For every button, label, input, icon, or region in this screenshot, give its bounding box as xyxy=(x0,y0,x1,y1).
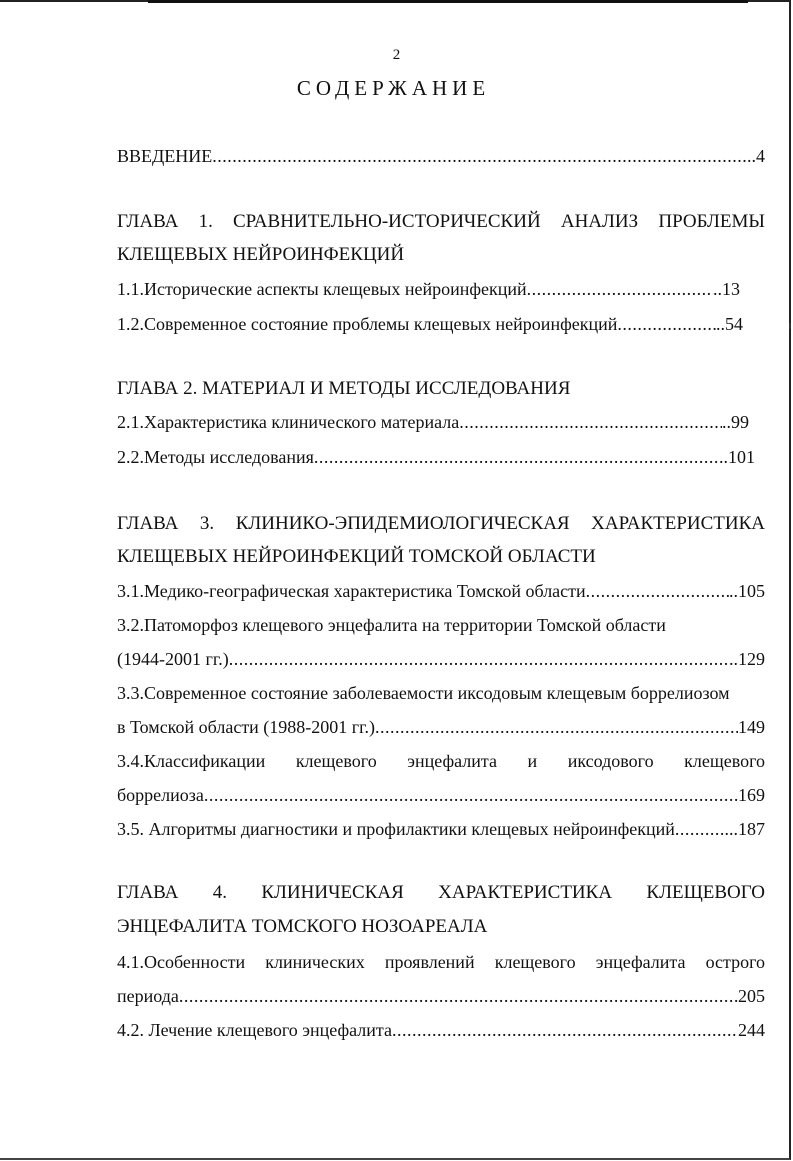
toc-entry-page: 169 xyxy=(738,785,765,805)
toc-entry-4-2 xyxy=(117,1017,765,1043)
toc-entry-label: 1.2.Современное состояние проблемы клещевых нейроинфекций xyxy=(117,314,618,334)
toc-word: энцефалита xyxy=(407,751,497,771)
leader-dots xyxy=(179,983,738,1009)
chapter-1-heading-cont: КЛЕЩЕВЫХ НЕЙРОИНФЕКЦИЙ xyxy=(117,244,405,265)
toc-entry-3-2-line1: 3.2.Патоморфоз клещевого энцефалита на территории Томской области xyxy=(117,615,666,635)
toc-entry-label: 1.1.Исторические аспекты клещевых нейроинфекций xyxy=(117,279,527,299)
toc-word: 4.1.Особенности xyxy=(117,952,246,972)
leader-dots xyxy=(314,444,719,470)
toc-word: клещевого xyxy=(295,751,377,771)
leader-dots xyxy=(586,578,729,604)
toc-entry-label: в Томской области (1988-2001 гг.) xyxy=(117,717,376,737)
toc-word: 3.4.Классификации xyxy=(117,751,266,771)
toc-entry-3-1 xyxy=(117,578,765,604)
chapter-1-heading xyxy=(117,209,765,235)
chapter-title-word: КЛИНИКО-ЭПИДЕМИОЛОГИЧЕСКАЯ xyxy=(235,513,570,534)
chapter-4-heading-cont: ЭНЦЕФАЛИТА ТОМСКОГО НОЗОАРЕАЛА xyxy=(117,916,488,937)
toc-entry-page: ..4 xyxy=(747,146,765,166)
toc-entry-label: боррелиоза xyxy=(117,785,204,805)
toc-entry-label: 2.2.Методы исследования xyxy=(117,447,314,467)
chapter-title-word: ХАРАКТЕРИСТИКА xyxy=(438,882,613,903)
toc-word: клещевого xyxy=(494,952,576,972)
toc-entry-intro xyxy=(117,143,765,169)
toc-word: клинических xyxy=(265,952,365,972)
page-number: 2 xyxy=(392,47,401,63)
toc-entry-label: 3.1.Медико-географическая характеристика Томской области xyxy=(117,581,586,601)
leader-dots xyxy=(617,311,716,337)
chapter-2-heading: ГЛАВА 2. МАТЕРИАЛ И МЕТОДЫ ИССЛЕДОВАНИЯ xyxy=(117,378,571,399)
chapter-number: 4. xyxy=(212,882,227,903)
chapter-4-heading xyxy=(117,880,765,906)
toc-entry-label: 3.5. Алгоритмы диагностики и профилактики клещевых нейроинфекций xyxy=(117,819,675,839)
chapter-3-heading xyxy=(117,511,765,537)
toc-word: энцефалита xyxy=(595,952,686,972)
toc-entry-1-2 xyxy=(117,311,743,337)
toc-word: иксодового xyxy=(567,751,654,771)
leader-dots xyxy=(675,816,725,842)
chapter-title-word: КЛЕЩЕВОГО xyxy=(646,882,765,903)
toc-entry-4-1-line1 xyxy=(117,949,765,975)
leader-dots xyxy=(212,143,747,169)
toc-entry-2-2 xyxy=(117,444,755,470)
toc-entry-label: (1944-2001 гг.) xyxy=(117,649,229,669)
toc-entry-page: ...187 xyxy=(724,819,765,839)
toc-entry-page: ..99 xyxy=(722,412,749,432)
toc-entry-page: ..101 xyxy=(719,447,755,467)
chapter-word: ГЛАВА xyxy=(117,211,179,232)
toc-entry-3-4-line1 xyxy=(117,748,765,774)
leader-dots xyxy=(204,782,738,808)
toc-entry-3-3 xyxy=(117,714,765,740)
toc-entry-1-1 xyxy=(117,276,740,302)
toc-word: проявлений xyxy=(384,952,475,972)
chapter-number: 1. xyxy=(198,211,213,232)
leader-dots xyxy=(527,276,713,302)
chapter-title-word: КЛИНИЧЕСКАЯ xyxy=(261,882,404,903)
toc-entry-label: периода xyxy=(117,986,179,1006)
leader-dots xyxy=(375,714,738,740)
toc-word: и xyxy=(527,751,538,771)
chapter-3-heading-cont: КЛЕЩЕВЫХ НЕЙРОИНФЕКЦИЙ ТОМСКОЙ ОБЛАСТИ xyxy=(117,546,596,567)
scan-mark xyxy=(789,323,791,329)
scan-top-edge xyxy=(148,0,748,3)
toc-entry-page: 205 xyxy=(738,986,765,1006)
toc-word: клещевого xyxy=(684,751,766,771)
leader-dots xyxy=(392,1017,738,1043)
chapter-title-word: ХАРАКТЕРИСТИКА xyxy=(591,513,766,534)
toc-entry-3-3-line1: 3.3.Современное состояние заболеваемости иксодовым клещевым боррелиозом xyxy=(117,683,730,703)
toc-entry-page: ..13 xyxy=(713,279,740,299)
chapter-title-word: АНАЛИЗ xyxy=(560,211,639,232)
chapter-word: ГЛАВА xyxy=(117,882,179,903)
toc-word: острого xyxy=(705,952,766,972)
chapter-title-word: ПРОБЛЕМЫ xyxy=(658,211,765,232)
toc-entry-label: 2.1.Характеристика клинического материала xyxy=(117,412,460,432)
page-title: СОДЕРЖАНИЕ xyxy=(296,76,491,100)
toc-entry-3-5 xyxy=(117,816,765,842)
leader-dots xyxy=(459,409,722,435)
toc-entry-page: ..54 xyxy=(716,314,743,334)
toc-entry-label: ВВЕДЕНИЕ xyxy=(117,146,213,166)
leader-dots xyxy=(229,646,729,672)
toc-entry-page: ..105 xyxy=(729,581,765,601)
chapter-title-word: СРАВНИТЕЛЬНО-ИСТОРИЧЕСКИЙ xyxy=(233,211,541,232)
toc-entry-3-2 xyxy=(117,646,765,672)
toc-entry-page: 149 xyxy=(738,717,765,737)
chapter-word: ГЛАВА xyxy=(117,513,179,534)
toc-entry-2-1 xyxy=(117,409,749,435)
toc-entry-4-1 xyxy=(117,983,765,1009)
toc-entry-page: 244 xyxy=(738,1020,765,1040)
toc-entry-3-4 xyxy=(117,782,765,808)
toc-entry-page: ..129 xyxy=(729,649,765,669)
toc-entry-label: 4.2. Лечение клещевого энцефалита xyxy=(117,1020,393,1040)
chapter-number: 3. xyxy=(199,513,215,534)
